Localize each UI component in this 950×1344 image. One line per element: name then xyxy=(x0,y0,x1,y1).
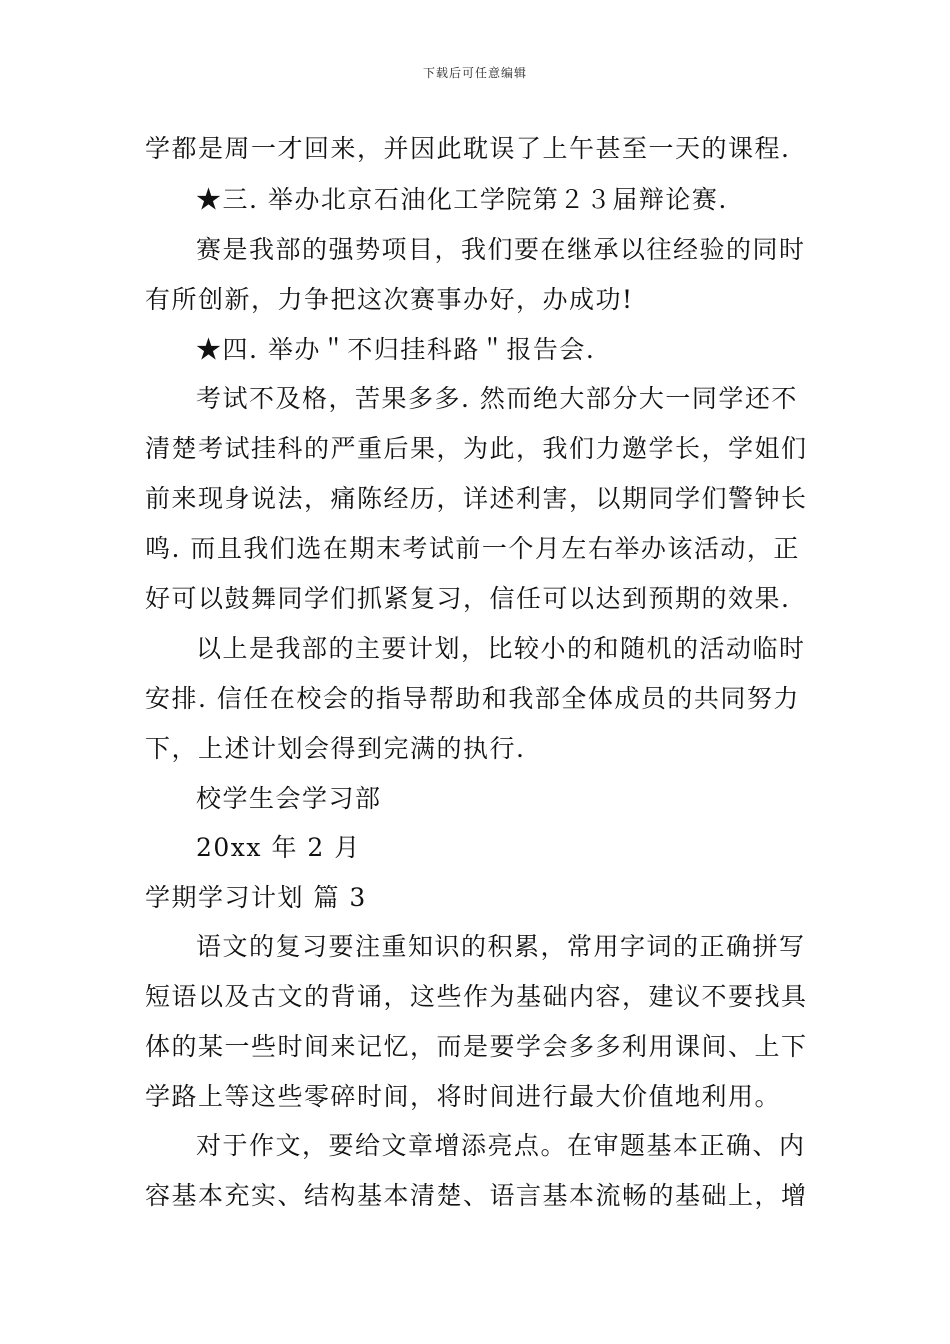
text-line: 以上是我部的主要计划，比较小的和随机的活动临时 xyxy=(196,634,806,663)
text-line: 安排. 信任在校会的指导帮助和我部全体成员的共同努力 xyxy=(145,684,800,713)
text-line: 赛是我部的强势项目，我们要在继承以往经验的同时 xyxy=(196,235,806,264)
text-line: 鸣. 而且我们选在期末考试前一个月左右举办该活动，正 xyxy=(145,534,800,563)
text-line: 考试不及格，苦果多多. 然而绝大部分大一同学还不 xyxy=(196,384,798,413)
text-line: 学路上等这些零碎时间，将时间进行最大价值地利用。 xyxy=(145,1082,782,1111)
section-heading-3: ★三. 举办北京石油化工学院第２３届辩论赛. xyxy=(196,185,728,214)
text-line: 好可以鼓舞同学们抓紧复习，信任可以达到预期的效果. xyxy=(145,584,791,613)
section-heading-4: ★四. 举办＂不归挂科路＂报告会. xyxy=(196,335,596,364)
page-header: 下载后可任意编辑 xyxy=(422,66,527,80)
text-line: 短语以及古文的背诵，这些作为基础内容，建议不要找具 xyxy=(145,982,808,1011)
text-line: 语文的复习要注重知识的积累，常用字词的正确拼写 xyxy=(196,932,806,961)
text-line: 下，上述计划会得到完满的执行. xyxy=(145,734,526,763)
text-line: 学都是周一才回来，并因此耽误了上午甚至一天的课程. xyxy=(145,134,791,163)
text-line: 体的某一些时间来记忆，而是要学会多多利用课间、上下 xyxy=(145,1032,808,1061)
article-title: 学期学习计划 篇 3 xyxy=(145,883,367,912)
text-line: 有所创新，力争把这次赛事办好，办成功! xyxy=(145,285,634,314)
signature-date: 20xx 年 2 月 xyxy=(196,833,361,862)
signature-department: 校学生会学习部 xyxy=(196,784,382,813)
text-line: 前来现身说法，痛陈经历，详述利害，以期同学们警钟长 xyxy=(145,484,808,513)
text-line: 清楚考试挂科的严重后果，为此，我们力邀学长，学姐们 xyxy=(145,434,808,463)
text-line: 对于作文，要给文章增添亮点。在审题基本正确、内 xyxy=(196,1131,806,1160)
text-line: 容基本充实、结构基本清楚、语言基本流畅的基础上，增 xyxy=(145,1181,808,1210)
